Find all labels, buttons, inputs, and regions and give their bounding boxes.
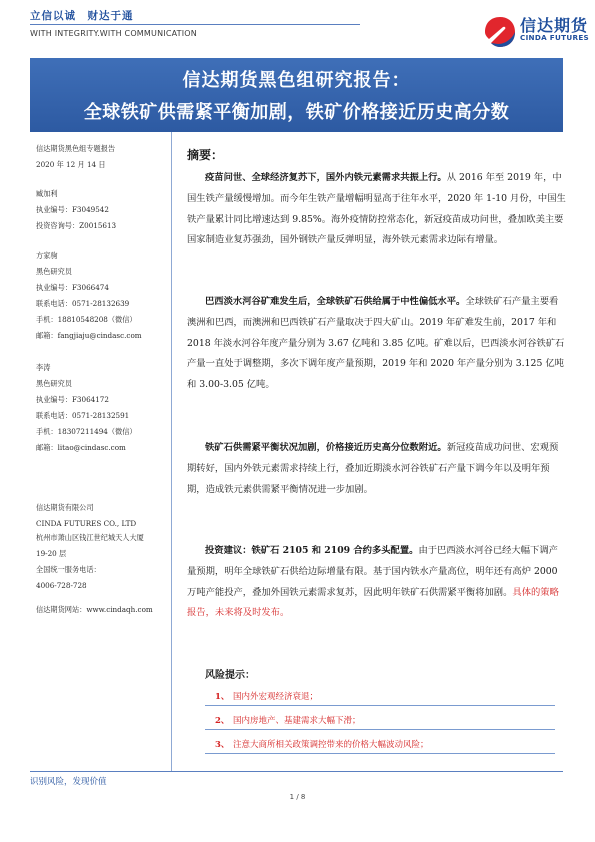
author-sidebar <box>30 138 170 738</box>
page-header <box>0 0 595 62</box>
paragraph-lead: 疫苗问世、全球经济复苏下，国外内铁元素需求共振上行。 <box>205 172 447 183</box>
report-title-line1: 信达期货黑色组研究报告： <box>182 70 411 91</box>
hotline-label: 全国统一服务电话： <box>36 565 101 574</box>
risk-rule <box>205 729 555 730</box>
strategy-note: 具体的策略报告，未来将及时发布。 <box>187 586 559 619</box>
analyst-license: 执业编号：F3066474 <box>36 283 109 292</box>
page-number: 1 / 8 <box>289 793 306 801</box>
summary-paragraph-1 <box>187 168 567 251</box>
paragraph-lead: 巴西淡水河谷矿难发生后，全球铁矿石供给属于中性偏低水平。 <box>205 296 466 307</box>
company-website[interactable]: 信达期货网站：www.cindaqh.com <box>36 605 153 614</box>
logo-text-en: CINDA FUTURES <box>520 33 590 42</box>
risk-heading: 风险提示： <box>205 670 255 681</box>
risk-rule <box>205 753 555 754</box>
header-subtitle: WITH INTEGRITY.WITH COMMUNICATION <box>30 29 197 38</box>
risk-rule <box>205 705 555 706</box>
analyst-email[interactable]: 邮箱：fangjiaju@cindasc.com <box>36 331 142 340</box>
paragraph-body: 从 2016 年至 2019 年，中国生铁产量缓慢增加。而今年生铁产量增幅明显高于往年水平，2020 年 1-10 月份，中国生铁产量累计同比增速达到 9.85%。海外疫情防控常态化，新冠疫苗成功问世，叠加欧美主要国家制造业复苏强劲，国外钢铁产量反弹明显，海外铁元素需求边际有增量。 <box>187 172 566 246</box>
company-name-en: CINDA FUTURES CO., LTD <box>36 519 137 528</box>
company-address: 杭州市萧山区钱江世纪城天人大厦 <box>36 533 144 542</box>
analyst-name: 臧加利 <box>36 189 58 198</box>
report-type: 信达期货黑色组专题报告 <box>36 144 116 153</box>
paragraph-lead: 铁矿石供需紧平衡状况加剧，价格接近历史高分位数附近。 <box>205 442 447 453</box>
analyst-role: 黑色研究员 <box>36 379 72 388</box>
risk-item: 1、 国内外宏观经济衰退； <box>215 692 319 702</box>
analyst-mobile: 手机：18810548208（微信） <box>36 315 137 324</box>
company-name-cn: 信达期货有限公司 <box>36 503 94 512</box>
company-address-floor: 19-20 层 <box>36 549 67 558</box>
analyst-mobile: 手机：18307211494（微信） <box>36 427 137 436</box>
footer-rule <box>30 771 563 772</box>
analyst-name: 方家驹 <box>36 251 58 260</box>
investment-advice-paragraph <box>187 541 567 624</box>
analyst-phone: 联系电话：0571-28132591 <box>36 411 130 420</box>
summary-paragraph-2 <box>187 292 567 396</box>
analyst-role: 黑色研究员 <box>36 267 72 276</box>
analyst-email[interactable]: 邮箱：litao@cindasc.com <box>36 443 126 452</box>
paragraph-lead: 投资建议：铁矿石 2105 和 2109 合约多头配置。 <box>205 545 419 556</box>
summary-paragraph-3 <box>187 438 567 500</box>
cinda-logo-icon <box>483 15 517 49</box>
risk-item: 2、 国内房地产、基建需求大幅下滑； <box>215 716 361 726</box>
paragraph-body: 新冠疫苗成功问世、宏观预期转好，国内外铁元素需求持续上行，叠加近期淡水河谷铁矿石产量下调今年以及明年预期，造成铁元素供需紧平衡情况进一步加剧。 <box>187 442 559 495</box>
summary-heading: 摘要： <box>187 148 224 162</box>
column-divider <box>171 132 172 772</box>
slogan: 立信以诚 财达于通 <box>30 10 134 22</box>
footer-slogan: 识别风险，发现价值 <box>30 777 107 787</box>
report-date: 2020 年 12 月 14 日 <box>36 160 106 169</box>
analyst-phone: 联系电话：0571-28132639 <box>36 299 130 308</box>
paragraph-body: 由于巴西淡水河谷已经大幅下调产量预期，明年全球铁矿石供给边际增量有限。基于国内铁水产量高位，明年还有高炉 2000 万吨产能投产，叠加外国铁元素需求复苏，因此明年铁矿石供需紧平衡将加剧。 <box>187 545 558 598</box>
hotline-number: 4006-728-728 <box>36 581 87 590</box>
analyst-license: 执业编号：F3064172 <box>36 395 109 404</box>
logo-text-cn: 信达期货 <box>520 16 589 35</box>
paragraph-body: 全球铁矿石产量主要看澳洲和巴西，而澳洲和巴西铁矿石产量取决于四大矿山。2019 年矿难发生前，2017 年和 2018 年淡水河谷年度产量分别为 3.67 亿吨和 3.85 亿吨。矿难以后，巴西淡水河谷铁矿石产量一直处于调整期，多次下调年度产量预期，2019 年和 2020 年产量分别为 3.125 亿吨和 3.00-3.05 亿吨。 <box>187 296 565 391</box>
header-rule <box>30 24 360 25</box>
analyst-license: 执业编号：F3049542 <box>36 205 109 214</box>
title-banner <box>30 58 563 132</box>
risk-item: 3、 注意大商所相关政策调控带来的价格大幅波动风险； <box>215 740 429 750</box>
analyst-advisor-id: 投资咨询号：Z0015613 <box>36 221 117 230</box>
report-title-line2: 全球铁矿供需紧平衡加剧，铁矿价格接近历史高分数 <box>83 102 510 123</box>
analyst-name: 李涛 <box>36 363 51 372</box>
